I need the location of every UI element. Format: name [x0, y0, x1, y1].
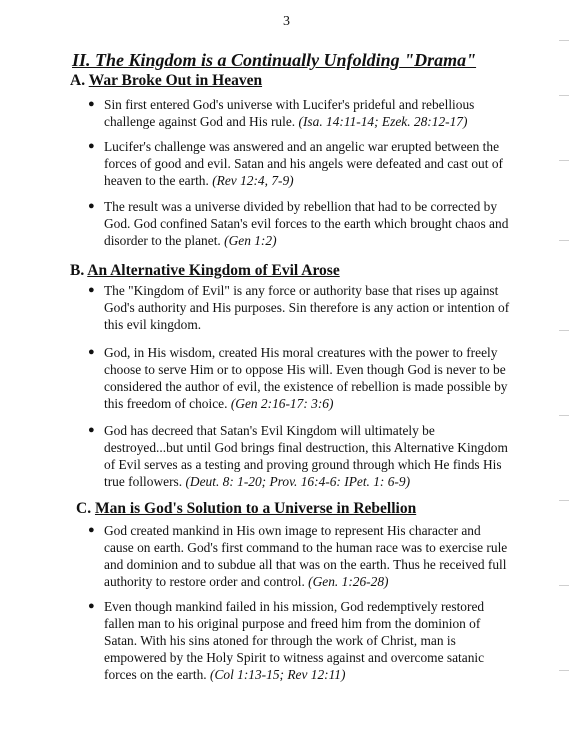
scan-edge-mark [559, 500, 569, 501]
bullet-item [90, 344, 510, 412]
scripture-reference: (Gen 1:2) [224, 233, 277, 248]
scripture-reference: (Deut. 8: 1-20; Prov. 16:4-6: IPet. 1: 6-9) [185, 474, 411, 489]
scripture-reference: (Isa. 14:11-14; Ezek. 28:12-17) [298, 114, 468, 129]
bullet-icon: ● [88, 346, 95, 358]
page-number: 3 [283, 14, 290, 29]
bullet-icon: ● [88, 200, 95, 212]
section-a-heading [70, 72, 262, 90]
bullet-text: The result was a universe divided by rebellion that had to be corrected by God. God confined Satan's evil forces to the earth which brought chaos and disorder to the planet. [104, 199, 509, 248]
page-title: II. The Kingdom is a Continually Unfolding "Drama" [72, 50, 477, 70]
bullet-item [90, 198, 510, 249]
section-title: An Alternative Kingdom of Evil Arose [87, 262, 340, 279]
section-title: War Broke Out in Heaven [88, 72, 263, 89]
section-letter: B. [70, 262, 85, 279]
bullet-icon: ● [88, 140, 95, 152]
bullet-icon: ● [88, 284, 95, 296]
bullet-icon: ● [88, 424, 95, 436]
scripture-reference: (Rev 12:4, 7-9) [212, 173, 294, 188]
section-b-heading [70, 262, 340, 280]
bullet-item [90, 422, 510, 490]
scripture-reference: (Gen 2:16-17: 3:6) [230, 396, 334, 411]
bullet-text: Sin first entered God's universe with Lucifer's prideful and rebellious challenge against God and His rule. [104, 97, 475, 129]
bullet-item [90, 138, 510, 189]
bullet-item [90, 282, 510, 333]
bullet-icon: ● [88, 98, 95, 110]
scan-edge-mark [559, 670, 569, 671]
bullet-item [90, 598, 510, 683]
scan-edge-mark [559, 585, 569, 586]
scan-edge-mark [559, 415, 569, 416]
section-title: Man is God's Solution to a Universe in Rebellion [94, 500, 417, 517]
section-letter: A. [70, 72, 86, 89]
scan-edge-mark [559, 160, 569, 161]
bullet-item [90, 522, 510, 590]
scripture-reference: (Col 1:13-15; Rev 12:11) [209, 667, 346, 682]
bullet-text: The "Kingdom of Evil" is any force or authority base that rises up against God's authority and His purposes. Sin therefore is any action or intention of this evil kingdom. [104, 283, 510, 332]
bullet-item [90, 96, 510, 130]
scan-edge-mark [559, 330, 569, 331]
bullet-icon: ● [88, 600, 95, 612]
bullet-text: God has decreed that Satan's Evil Kingdom will ultimately be destroyed...but until God brings final destruction, this Alternative Kingdom of Evil serves as a testing and proving ground through which He finds His true followers. [104, 423, 508, 489]
bullet-text: Even though mankind failed in his mission, God redemptively restored fallen man to his original purpose and freed him from the dominion of Satan. With his sins atoned for through the work of Christ, man is empowered by the Holy Spirit to witness against and overcome satanic forces on the earth. [104, 599, 485, 682]
scan-edge-mark [559, 40, 569, 41]
scan-edge-mark [559, 240, 569, 241]
bullet-text: Lucifer's challenge was answered and an angelic war erupted between the forces of good and evil. Satan and his angels were defeated and cast out of heaven to the earth. [104, 139, 503, 188]
section-letter: C. [76, 500, 92, 517]
section-c-heading [76, 500, 416, 518]
bullet-text: God, in His wisdom, created His moral creatures with the power to freely choose to serve Him or to oppose His will. Even though God is never to be considered the author of evil, the existence of rebellion is made possible by this freedom of choice. [104, 345, 508, 411]
scan-edge-mark [559, 95, 569, 96]
bullet-icon: ● [88, 524, 95, 536]
scripture-reference: (Gen. 1:26-28) [308, 574, 389, 589]
bullet-text: God created mankind in His own image to represent His character and cause on earth. God's first command to the human race was to exercise rule and dominion and to subdue all that was on the earth. Thus he received full authority to restore order and control. [104, 523, 508, 589]
